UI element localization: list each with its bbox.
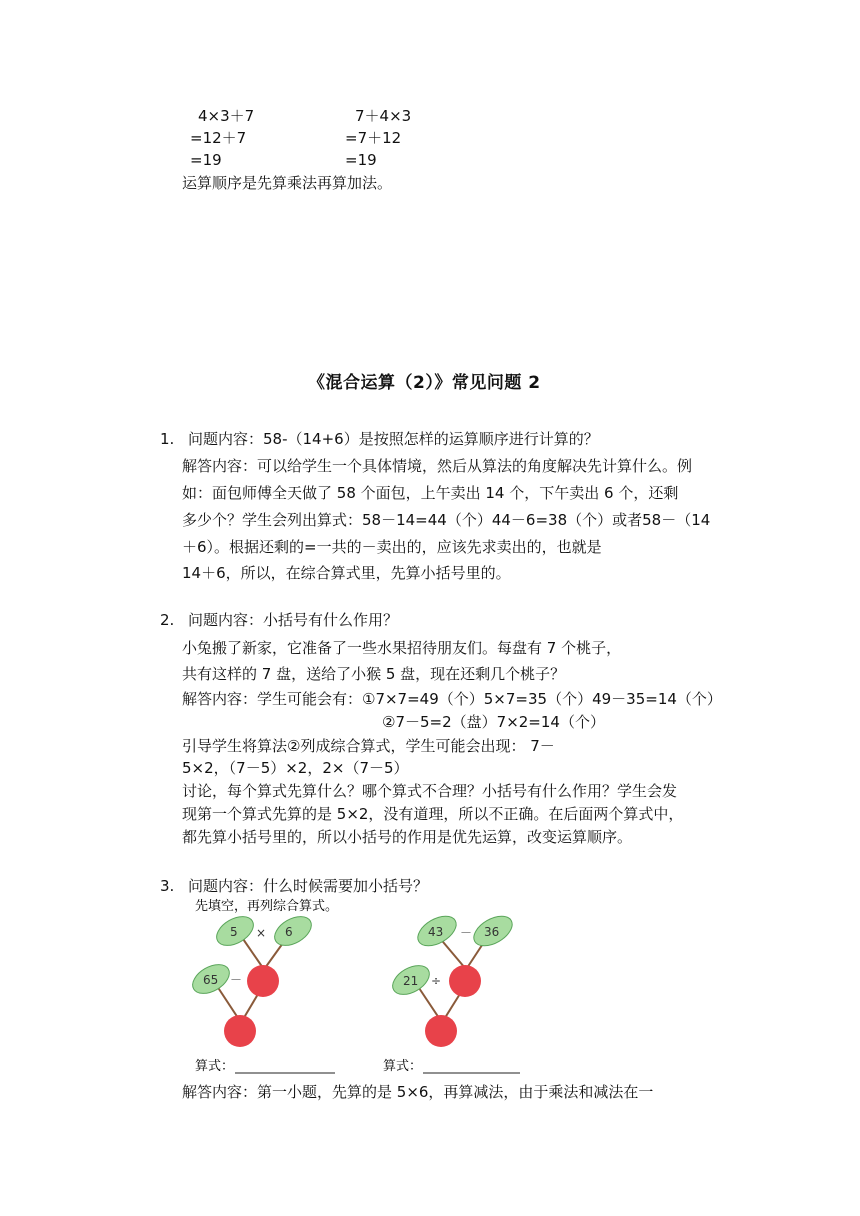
q1-line: 问题内容：58-（14+6）是按照怎样的运算顺序进行计算的？	[188, 430, 599, 448]
leaf-number: 65	[203, 973, 219, 987]
calc-right-3: =19	[345, 151, 377, 169]
right-tree	[383, 910, 520, 1074]
q1-line: 14＋6，所以，在综合算式里，先算小括号里的。	[182, 564, 511, 582]
q1-number: 1.	[160, 430, 175, 448]
q2-line: 解答内容：学生可能会有：①7×7=49（个）5×7=35（个）49－35=14（个）	[182, 690, 722, 708]
apple	[449, 965, 481, 997]
q3-line: 问题内容：什么时候需要加小括号？	[188, 877, 429, 895]
leaf-number: 36	[484, 925, 500, 939]
calc-left-2: =12＋7	[190, 129, 247, 147]
q1-line: 解答内容：可以给学生一个具体情境，然后从算法的角度解决先计算什么。例	[182, 457, 693, 475]
leaf-number: 21	[403, 974, 419, 988]
stem	[241, 936, 263, 968]
apple	[425, 1015, 457, 1047]
calc-left-3: =19	[190, 151, 222, 169]
q2-line: 问题内容：小括号有什么作用？	[188, 611, 399, 629]
formula-label: 算式：	[383, 1059, 423, 1074]
operator: ×	[256, 926, 267, 940]
page-title: 《混合运算（2）》常见问题 2	[308, 373, 541, 393]
q2-line: 现第一个算式先算的是 5×2，没有道理，所以不正确。在后面两个算式中，	[182, 805, 684, 823]
q2-number: 2.	[160, 611, 175, 629]
left-tree	[188, 911, 335, 1074]
q2-line: 小兔搬了新家，它准备了一些水果招待朋友们。每盘有 7 个桃子，	[182, 639, 622, 657]
calc-right-1: 7＋4×3	[355, 107, 412, 125]
calc-right-2: =7＋12	[345, 129, 402, 147]
operator: －	[230, 973, 243, 987]
apple	[247, 965, 279, 997]
q3-line: 解答内容：第一小题，先算的是 5×6，再算减法，由于乘法和减法在一	[182, 1083, 654, 1101]
q3-number: 3.	[160, 877, 175, 895]
q2-line: 5×2，（7－5）×2，2×（7－5）	[182, 759, 409, 777]
q2-line: 共有这样的 7 盘，送给了小猴 5 盘，现在还剩几个桃子？	[182, 665, 566, 683]
q2-line: 引导学生将算法②列成综合算式，学生可能会出现： 7－	[182, 737, 555, 755]
formula-label: 算式：	[195, 1059, 235, 1074]
q1-line: ＋6）。根据还剩的=一共的－卖出的，应该先求卖出的，也就是	[182, 538, 602, 556]
q1-line: 如：面包师傅全天做了 58 个面包，上午卖出 14 个，下午卖出 6 个，还剩	[182, 484, 679, 502]
operator: －	[460, 926, 473, 940]
q2-line: ②7－5=2（盘）7×2=14（个）	[382, 713, 605, 731]
q1-line: 多少个？学生会列出算式：58－14=44（个）44－6=38（个）或者58－（14	[182, 511, 711, 529]
q2-line: 讨论，每个算式先算什么？哪个算式不合理？小括号有什么作用？学生会发	[182, 782, 678, 800]
leaf-number: 43	[428, 925, 444, 939]
operator: ÷	[431, 974, 442, 988]
apple-tree-figure	[185, 893, 545, 1083]
q2-line: 都先算小括号里的，所以小括号的作用是优先运算，改变运算顺序。	[182, 828, 633, 846]
leaf-number: 5	[230, 925, 238, 939]
apple-tree-illustration	[185, 893, 545, 1083]
calc-left-1: 4×3＋7	[198, 107, 255, 125]
leaf	[270, 911, 317, 952]
leaf-number: 6	[285, 925, 293, 939]
calc-conclusion: 运算顺序是先算乘法再算加法。	[182, 174, 393, 192]
figure-instruction: 先填空，再列综合算式。	[195, 899, 339, 914]
apple	[224, 1015, 256, 1047]
